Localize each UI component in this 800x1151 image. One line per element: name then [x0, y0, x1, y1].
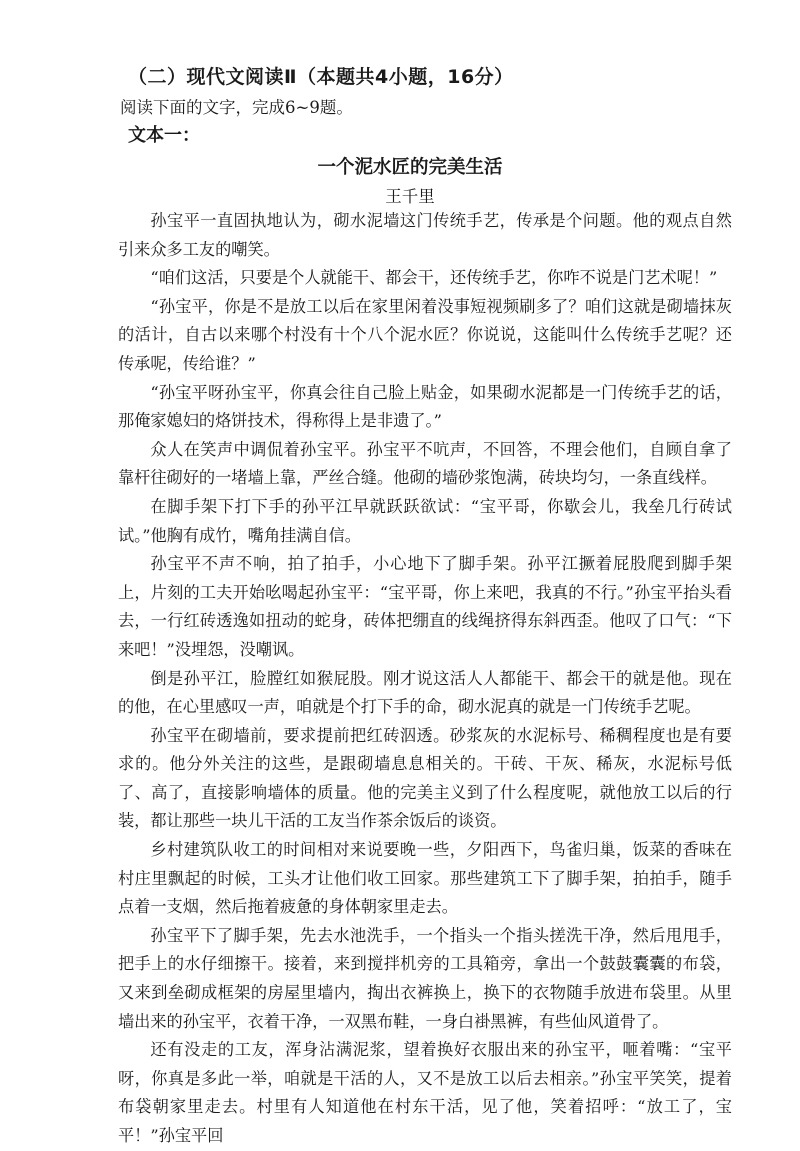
paragraph: 在脚手架下打下手的孙平江早就跃跃欲试：“宝平哥，你歇会儿，我垒几行砖试试。”他胸有成竹，嘴角挂满自信。: [118, 496, 732, 545]
paragraph: 孙宝平不声不响，拍了拍手，小心地下了脚手架。孙平江撅着屁股爬到脚手架上，片刻的工夫开始吆喝起孙宝平：“宝平哥，你上来吧，我真的不行。”孙宝平抬头看去，一行红砖透逸如扭动的蛇身，砖体把绷直的线绳挤得东斜西歪。他叹了口气：“下来吧！”没埋怨，没嘲讽。: [118, 554, 732, 659]
text-label: 文本一：: [128, 125, 200, 146]
reading-instruction: 阅读下面的文字，完成6~9题。: [120, 98, 353, 117]
paragraph: 孙宝平在砌墙前，要求提前把红砖泅透。砂浆灰的水泥标号、稀稠程度也是有要求的。他分外关注的这些，是跟砌墙息息相关的。干砖、干灰、稀灰，水泥标号低了、高了，直接影响墙体的质量。他的完美主义到了什么程度呢，就他放工以后的行装，都让那些一块儿干活的工友当作茶余饭后的谈资。: [118, 725, 732, 831]
section-title: （二）现代文阅读Ⅱ（本题共4小题，16分）: [128, 66, 514, 88]
paragraph: 众人在笑声中调侃着孙宝平。孙宝平不吭声，不回答，不理会他们，自顾自拿了靠杆往砌好的一堵墙上靠，严丝合缝。他砌的墙砂浆饱满，砖块均匀，一条直线样。: [118, 439, 732, 488]
paragraph: “咱们这活，只要是个人就能干、都会干，还传统手艺，你咋不说是门艺术呢！”: [150, 268, 718, 288]
paragraph: “孙宝平，你是不是放工以后在家里闲着没事短视频刷多了？咱们这就是砌墙抹灰的活计，自古以来哪个村没有十个八个泥水匠？你说说，这能叫什么传统手艺呢？还传承呢，传给谁？”: [118, 296, 732, 373]
paragraph: “孙宝平呀孙宝平，你真会往自己脸上贴金，如果砌水泥都是一门传统手艺的话，那俺家媳妇的烙饼技术，得称得上是非遗了。”: [118, 382, 732, 431]
paragraph: 孙宝平下了脚手架，先去水池洗手，一个指头一个指头搓洗干净，然后甩甩手，把手上的水仔细擦干。接着，来到搅拌机旁的工具箱旁，拿出一个鼓鼓囊囊的布袋，又来到垒砌成框架的房屋里墙内，掏出衣裤换上，换下的衣物随手放进布袋里。从里墙出来的孙宝平，衣着干净，一双黑布鞋，一身白褂黑裤，有些仙风道骨了。: [118, 925, 732, 1031]
paragraph: 还有没走的工友，浑身沾满泥浆，望着换好衣服出来的孙宝平，咂着嘴：“宝平呀，你真是多此一举，咱就是干活的人，又不是放工以后去相亲。”孙宝平笑笑，提着布袋朝家里走去。村里有人知道他在村东干活，见了他，笑着招呼：“放工了，宝平！”孙宝平回: [118, 1040, 732, 1145]
article-title: 一个泥水匠的完美生活: [317, 157, 503, 178]
article-body: [118, 207, 732, 1151]
paragraph: 倒是孙平江，脸膛红如猴屁股。刚才说这活人人都能干、都会干的就是他。现在的他，在心里感叹一声，咱就是个打下手的命，砌水泥真的就是一门传统手艺呢。: [118, 668, 732, 717]
paragraph: 乡村建筑队收工的时间相对来说要晚一些，夕阳西下，鸟雀归巢，饭菜的香味在村庄里飘起的时候，工头才让他们收工回家。那些建筑工下了脚手架，拍拍手，随手点着一支烟，然后拖着疲惫的身体朝家里走去。: [118, 840, 732, 917]
paragraph: 孙宝平一直固执地认为，砌水泥墙这门传统手艺，传承是个问题。他的观点自然引来众多工友的嘲笑。: [118, 211, 732, 259]
article-author: 王千里: [385, 187, 435, 206]
